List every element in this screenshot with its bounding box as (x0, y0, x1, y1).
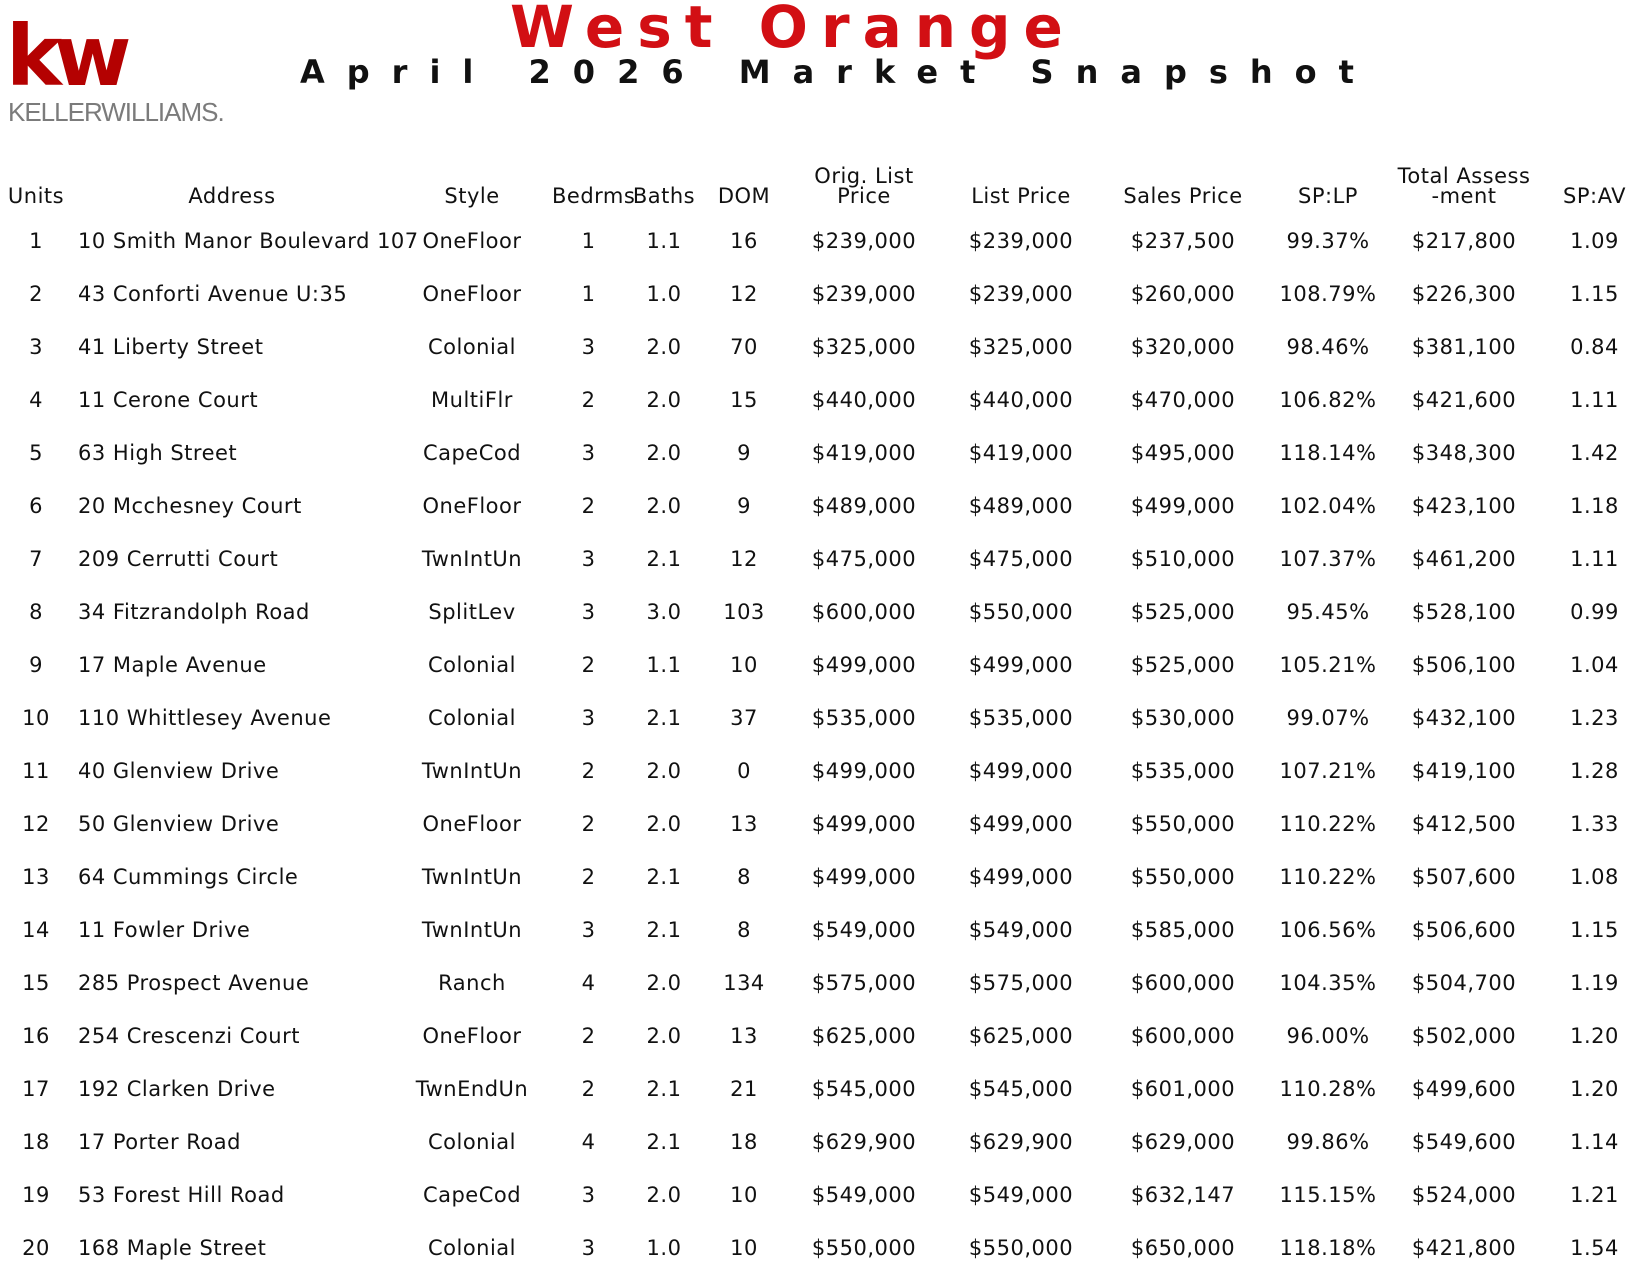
cell-list-price: $239,000 (968, 281, 1074, 306)
cell-bedrms: 3 (581, 917, 596, 942)
table-row (0, 479, 1650, 532)
cell-units: 13 (22, 864, 50, 889)
cell-sp-av: 1.19 (1570, 970, 1619, 995)
cell-bedrms: 2 (581, 493, 596, 518)
cell-style: TwnIntUn (421, 917, 523, 942)
column-header-dom: DOM (717, 184, 771, 208)
cell-total-assessment: $432,100 (1411, 705, 1517, 730)
cell-style: Colonial (427, 1235, 517, 1260)
cell-total-assessment: $419,100 (1411, 758, 1517, 783)
cell-sp-av: 1.20 (1570, 1023, 1619, 1048)
cell-address: 53 Forest Hill Road (78, 1182, 285, 1207)
cell-list-price: $499,000 (968, 758, 1074, 783)
cell-total-assessment: $412,500 (1411, 811, 1517, 836)
cell-total-assessment: $381,100 (1411, 334, 1517, 359)
cell-sp-lp: 99.07% (1286, 705, 1370, 730)
cell-list-price: $625,000 (968, 1023, 1074, 1048)
cell-units: 1 (29, 228, 43, 253)
cell-orig-list-price: $549,000 (811, 1182, 917, 1207)
cell-orig-list-price: $239,000 (811, 228, 917, 253)
table-row (0, 744, 1650, 797)
cell-sp-lp: 99.86% (1286, 1129, 1370, 1154)
cell-orig-list-price: $600,000 (811, 599, 917, 624)
kw-logo-name: KELLERWILLIAMS. (8, 97, 224, 127)
cell-address: 43 Conforti Avenue U:35 (78, 281, 348, 306)
cell-bedrms: 2 (581, 387, 596, 412)
cell-style: TwnIntUn (421, 546, 523, 571)
cell-dom: 12 (730, 546, 758, 571)
cell-dom: 12 (730, 281, 758, 306)
cell-baths: 1.1 (646, 228, 682, 253)
cell-orig-list-price: $625,000 (811, 1023, 917, 1048)
cell-baths: 3.0 (646, 599, 682, 624)
cell-sp-av: 1.18 (1570, 493, 1619, 518)
cell-baths: 2.1 (646, 1129, 682, 1154)
cell-dom: 10 (730, 1235, 758, 1260)
table-row (0, 585, 1650, 638)
table-row (0, 903, 1650, 956)
cell-baths: 2.0 (646, 493, 682, 518)
cell-dom: 10 (730, 1182, 758, 1207)
cell-bedrms: 2 (581, 811, 596, 836)
cell-total-assessment: $507,600 (1411, 864, 1517, 889)
cell-style: CapeCod (422, 440, 522, 465)
cell-bedrms: 3 (581, 1235, 596, 1260)
column-header-baths: Baths (632, 184, 696, 208)
table-row (0, 1009, 1650, 1062)
cell-sp-av: 0.99 (1570, 599, 1619, 624)
cell-sales-price: $510,000 (1130, 546, 1236, 571)
cell-dom: 8 (737, 864, 751, 889)
cell-units: 17 (22, 1076, 50, 1101)
column-header-orig-list-price (785, 150, 943, 214)
column-header-total-assessment (1389, 150, 1539, 214)
cell-sp-lp: 118.14% (1279, 440, 1377, 465)
cell-bedrms: 2 (581, 1076, 596, 1101)
cell-sales-price: $632,147 (1130, 1182, 1236, 1207)
cell-dom: 0 (737, 758, 751, 783)
cell-address: 63 High Street (78, 440, 238, 465)
cell-dom: 8 (737, 917, 751, 942)
cell-sales-price: $650,000 (1130, 1235, 1236, 1260)
cell-address: 64 Cummings Circle (78, 864, 299, 889)
cell-baths: 2.0 (646, 440, 682, 465)
cell-total-assessment: $348,300 (1411, 440, 1517, 465)
cell-sp-lp: 98.46% (1286, 334, 1370, 359)
cell-sales-price: $525,000 (1130, 599, 1236, 624)
cell-style: OneFloor (422, 493, 522, 518)
cell-dom: 10 (730, 652, 758, 677)
table-row (0, 214, 1650, 267)
cell-units: 5 (29, 440, 43, 465)
table-row (0, 956, 1650, 1009)
table-row (0, 320, 1650, 373)
cell-sales-price: $535,000 (1130, 758, 1236, 783)
cell-list-price: $440,000 (968, 387, 1074, 412)
cell-total-assessment: $217,800 (1411, 228, 1517, 253)
cell-style: CapeCod (422, 1182, 522, 1207)
page-subtitle: April 2026 Market Snapshot (300, 53, 1376, 91)
cell-sp-av: 1.33 (1570, 811, 1619, 836)
table-row (0, 426, 1650, 479)
cell-units: 12 (22, 811, 50, 836)
cell-orig-list-price: $499,000 (811, 811, 917, 836)
cell-units: 3 (29, 334, 43, 359)
cell-style: OneFloor (422, 811, 522, 836)
cell-sp-av: 1.20 (1570, 1076, 1619, 1101)
cell-list-price: $499,000 (968, 864, 1074, 889)
cell-bedrms: 2 (581, 652, 596, 677)
cell-list-price: $629,900 (968, 1129, 1074, 1154)
cell-sp-av: 1.15 (1570, 917, 1619, 942)
cell-sp-av: 1.54 (1570, 1235, 1619, 1260)
cell-baths: 2.1 (646, 864, 682, 889)
cell-dom: 9 (737, 440, 751, 465)
cell-sp-av: 1.42 (1570, 440, 1619, 465)
cell-style: TwnEndUn (415, 1076, 529, 1101)
cell-orig-list-price: $550,000 (811, 1235, 917, 1260)
cell-baths: 2.0 (646, 1182, 682, 1207)
cell-units: 15 (22, 970, 50, 995)
cell-total-assessment: $524,000 (1411, 1182, 1517, 1207)
cell-address: 11 Fowler Drive (78, 917, 251, 942)
cell-bedrms: 3 (581, 440, 596, 465)
cell-units: 6 (29, 493, 43, 518)
column-header-list-price: List Price (971, 184, 1071, 208)
cell-baths: 2.1 (646, 705, 682, 730)
cell-total-assessment: $504,700 (1411, 970, 1517, 995)
cell-sp-lp: 95.45% (1286, 599, 1370, 624)
table-row (0, 1221, 1650, 1274)
column-header-orig-list-price-label: Orig. List Price (814, 164, 914, 208)
cell-sp-av: 0.84 (1570, 334, 1619, 359)
cell-units: 9 (29, 652, 43, 677)
cell-sales-price: $260,000 (1130, 281, 1236, 306)
cell-address: 285 Prospect Avenue (78, 970, 310, 995)
cell-sp-av: 1.21 (1570, 1182, 1619, 1207)
cell-bedrms: 1 (581, 228, 596, 253)
cell-bedrms: 2 (581, 864, 596, 889)
cell-sales-price: $600,000 (1130, 970, 1236, 995)
cell-list-price: $535,000 (968, 705, 1074, 730)
cell-bedrms: 3 (581, 1182, 596, 1207)
cell-sp-av: 1.11 (1570, 546, 1619, 571)
cell-dom: 70 (730, 334, 758, 359)
cell-style: MultiFlr (431, 387, 513, 412)
cell-list-price: $325,000 (968, 334, 1074, 359)
cell-style: TwnIntUn (421, 864, 523, 889)
cell-orig-list-price: $549,000 (811, 917, 917, 942)
table-body (0, 214, 1650, 1274)
cell-address: 41 Liberty Street (78, 334, 264, 359)
cell-style: Colonial (427, 652, 517, 677)
cell-dom: 21 (730, 1076, 758, 1101)
cell-address: 11 Cerone Court (78, 387, 259, 412)
cell-sp-lp: 96.00% (1286, 1023, 1370, 1048)
page-title: West Orange (510, 0, 1076, 61)
cell-orig-list-price: $239,000 (811, 281, 917, 306)
cell-style: OneFloor (422, 228, 522, 253)
cell-sp-av: 1.14 (1570, 1129, 1619, 1154)
cell-sp-lp: 107.21% (1279, 758, 1377, 783)
cell-address: 110 Whittlesey Avenue (78, 705, 332, 730)
cell-list-price: $550,000 (968, 599, 1074, 624)
cell-style: TwnIntUn (421, 758, 523, 783)
cell-address: 192 Clarken Drive (78, 1076, 276, 1101)
cell-orig-list-price: $499,000 (811, 758, 917, 783)
cell-sp-lp: 115.15% (1279, 1182, 1377, 1207)
cell-bedrms: 1 (581, 281, 596, 306)
cell-bedrms: 4 (581, 970, 596, 995)
cell-units: 10 (22, 705, 50, 730)
cell-address: 20 Mcchesney Court (78, 493, 302, 518)
cell-orig-list-price: $489,000 (811, 493, 917, 518)
cell-style: Ranch (438, 970, 506, 995)
cell-style: Colonial (427, 334, 517, 359)
cell-units: 19 (22, 1182, 50, 1207)
cell-style: OneFloor (422, 281, 522, 306)
cell-sales-price: $470,000 (1130, 387, 1236, 412)
cell-units: 20 (22, 1235, 50, 1260)
cell-sp-lp: 110.22% (1279, 864, 1377, 889)
cell-units: 14 (22, 917, 50, 942)
column-header-total-assessment-label: Total Assess-ment (1397, 164, 1531, 208)
cell-sales-price: $237,500 (1130, 228, 1236, 253)
cell-list-price: $239,000 (968, 228, 1074, 253)
cell-sales-price: $550,000 (1130, 811, 1236, 836)
cell-orig-list-price: $440,000 (811, 387, 917, 412)
cell-baths: 2.1 (646, 546, 682, 571)
cell-units: 4 (29, 387, 43, 412)
cell-baths: 2.0 (646, 1023, 682, 1048)
table-row (0, 850, 1650, 903)
cell-bedrms: 3 (581, 546, 596, 571)
cell-sp-lp: 102.04% (1279, 493, 1377, 518)
cell-sales-price: $600,000 (1130, 1023, 1236, 1048)
cell-total-assessment: $461,200 (1411, 546, 1517, 571)
cell-dom: 13 (730, 1023, 758, 1048)
cell-style: Colonial (427, 1129, 517, 1154)
cell-orig-list-price: $419,000 (811, 440, 917, 465)
cell-orig-list-price: $325,000 (811, 334, 917, 359)
column-header-sp-lp: SP:LP (1298, 184, 1358, 208)
cell-baths: 1.1 (646, 652, 682, 677)
cell-baths: 2.0 (646, 334, 682, 359)
cell-sp-av: 1.15 (1570, 281, 1619, 306)
cell-bedrms: 3 (581, 705, 596, 730)
cell-orig-list-price: $575,000 (811, 970, 917, 995)
cell-dom: 16 (730, 228, 758, 253)
cell-units: 11 (22, 758, 50, 783)
cell-sp-av: 1.28 (1570, 758, 1619, 783)
cell-dom: 37 (730, 705, 758, 730)
cell-units: 16 (22, 1023, 50, 1048)
cell-style: SplitLev (428, 599, 516, 624)
cell-address: 209 Cerrutti Court (78, 546, 279, 571)
cell-address: 50 Glenview Drive (78, 811, 280, 836)
column-header-sp-av: SP:AV (1563, 184, 1626, 208)
cell-dom: 103 (723, 599, 765, 624)
column-header-bedrms: Bedrms (552, 184, 636, 208)
table-row (0, 532, 1650, 585)
cell-style: OneFloor (422, 1023, 522, 1048)
cell-list-price: $545,000 (968, 1076, 1074, 1101)
table-header-row (0, 150, 1650, 214)
cell-address: 10 Smith Manor Boulevard 107 (78, 228, 419, 253)
cell-sp-av: 1.11 (1570, 387, 1619, 412)
cell-list-price: $499,000 (968, 811, 1074, 836)
cell-dom: 15 (730, 387, 758, 412)
cell-sp-lp: 104.35% (1279, 970, 1377, 995)
cell-sp-av: 1.08 (1570, 864, 1619, 889)
cell-sp-av: 1.09 (1570, 228, 1619, 253)
cell-list-price: $549,000 (968, 917, 1074, 942)
cell-sales-price: $499,000 (1130, 493, 1236, 518)
cell-total-assessment: $499,600 (1411, 1076, 1517, 1101)
cell-orig-list-price: $545,000 (811, 1076, 917, 1101)
cell-total-assessment: $423,100 (1411, 493, 1517, 518)
cell-total-assessment: $506,100 (1411, 652, 1517, 677)
keller-williams-logo (6, 7, 246, 129)
cell-list-price: $575,000 (968, 970, 1074, 995)
cell-total-assessment: $506,600 (1411, 917, 1517, 942)
column-header-address: Address (188, 184, 276, 208)
market-snapshot-table-wrap (0, 150, 1650, 1274)
table-row (0, 691, 1650, 744)
cell-orig-list-price: $499,000 (811, 652, 917, 677)
cell-units: 7 (29, 546, 43, 571)
cell-sales-price: $629,000 (1130, 1129, 1236, 1154)
cell-sp-lp: 110.28% (1279, 1076, 1377, 1101)
cell-units: 8 (29, 599, 43, 624)
cell-sp-lp: 99.37% (1286, 228, 1370, 253)
cell-list-price: $419,000 (968, 440, 1074, 465)
cell-baths: 1.0 (646, 281, 682, 306)
cell-total-assessment: $502,000 (1411, 1023, 1517, 1048)
cell-sales-price: $601,000 (1130, 1076, 1236, 1101)
column-header-style: Style (444, 184, 500, 208)
cell-total-assessment: $226,300 (1411, 281, 1517, 306)
cell-sales-price: $525,000 (1130, 652, 1236, 677)
cell-total-assessment: $528,100 (1411, 599, 1517, 624)
cell-baths: 2.0 (646, 970, 682, 995)
cell-bedrms: 2 (581, 1023, 596, 1048)
cell-bedrms: 3 (581, 334, 596, 359)
cell-sales-price: $585,000 (1130, 917, 1236, 942)
cell-bedrms: 3 (581, 599, 596, 624)
cell-sp-av: 1.23 (1570, 705, 1619, 730)
market-snapshot-table (0, 150, 1650, 1274)
cell-list-price: $489,000 (968, 493, 1074, 518)
cell-dom: 18 (730, 1129, 758, 1154)
cell-total-assessment: $421,800 (1411, 1235, 1517, 1260)
cell-address: 40 Glenview Drive (78, 758, 280, 783)
cell-sales-price: $530,000 (1130, 705, 1236, 730)
cell-sp-lp: 118.18% (1279, 1235, 1377, 1260)
cell-sp-lp: 110.22% (1279, 811, 1377, 836)
cell-orig-list-price: $499,000 (811, 864, 917, 889)
cell-orig-list-price: $535,000 (811, 705, 917, 730)
cell-sp-lp: 107.37% (1279, 546, 1377, 571)
cell-orig-list-price: $475,000 (811, 546, 917, 571)
cell-address: 34 Fitzrandolph Road (78, 599, 310, 624)
cell-address: 168 Maple Street (78, 1235, 267, 1260)
table-row (0, 1062, 1650, 1115)
cell-total-assessment: $549,600 (1411, 1129, 1517, 1154)
cell-baths: 2.0 (646, 387, 682, 412)
cell-bedrms: 4 (581, 1129, 596, 1154)
table-row (0, 797, 1650, 850)
cell-total-assessment: $421,600 (1411, 387, 1517, 412)
cell-baths: 2.0 (646, 758, 682, 783)
cell-sp-lp: 105.21% (1279, 652, 1377, 677)
cell-style: Colonial (427, 705, 517, 730)
cell-address: 17 Maple Avenue (78, 652, 267, 677)
column-header-units: Units (7, 184, 65, 208)
cell-dom: 9 (737, 493, 751, 518)
table-row (0, 267, 1650, 320)
cell-sales-price: $320,000 (1130, 334, 1236, 359)
cell-bedrms: 2 (581, 758, 596, 783)
cell-baths: 1.0 (646, 1235, 682, 1260)
cell-list-price: $549,000 (968, 1182, 1074, 1207)
cell-address: 254 Crescenzi Court (78, 1023, 300, 1048)
cell-units: 2 (29, 281, 43, 306)
cell-list-price: $475,000 (968, 546, 1074, 571)
cell-units: 18 (22, 1129, 50, 1154)
cell-address: 17 Porter Road (78, 1129, 241, 1154)
cell-baths: 2.0 (646, 811, 682, 836)
kw-logo-mark: kw (6, 7, 124, 105)
cell-sp-lp: 108.79% (1279, 281, 1377, 306)
cell-list-price: $550,000 (968, 1235, 1074, 1260)
cell-sales-price: $495,000 (1130, 440, 1236, 465)
cell-baths: 2.1 (646, 917, 682, 942)
cell-sp-lp: 106.56% (1279, 917, 1377, 942)
cell-dom: 13 (730, 811, 758, 836)
cell-sp-lp: 106.82% (1279, 387, 1377, 412)
cell-orig-list-price: $629,900 (811, 1129, 917, 1154)
cell-sales-price: $550,000 (1130, 864, 1236, 889)
table-row (0, 638, 1650, 691)
cell-sp-av: 1.04 (1570, 652, 1619, 677)
table-row (0, 1168, 1650, 1221)
cell-baths: 2.1 (646, 1076, 682, 1101)
column-header-sales-price: Sales Price (1123, 184, 1243, 208)
cell-list-price: $499,000 (968, 652, 1074, 677)
table-row (0, 373, 1650, 426)
cell-dom: 134 (723, 970, 765, 995)
table-row (0, 1115, 1650, 1168)
